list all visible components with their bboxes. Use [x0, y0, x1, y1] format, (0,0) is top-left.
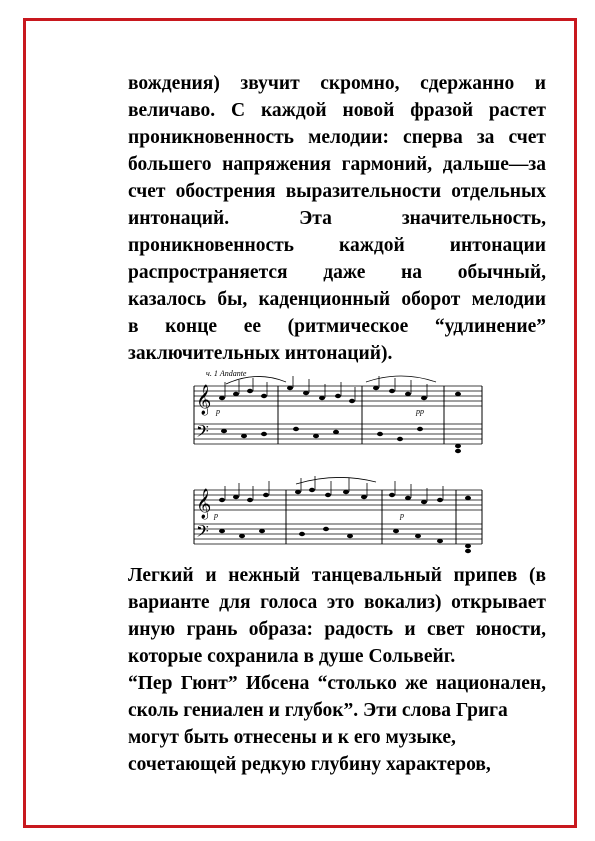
text-line: казалось бы, каденционный оборот мелодии [128, 289, 546, 310]
text-line: “Пер Гюнт” Ибсена “столько же национален, [128, 673, 546, 694]
sheet-music-icon [186, 470, 486, 554]
treble-clef-icon: 𝄞 [196, 489, 212, 519]
dynamic-marking: p [216, 407, 220, 416]
dynamic-marking: p [400, 511, 404, 520]
sheet-music-icon [186, 366, 486, 458]
text-line: счет обострения выразительности отдельных [128, 181, 546, 202]
text-line: Легкий и нежный танцевальный припев (в [128, 565, 546, 586]
text-line: заключительных интонаций). [128, 343, 393, 364]
slur [366, 376, 436, 382]
dynamic-marking: p [214, 511, 218, 520]
paragraph-analysis [128, 70, 546, 367]
text-line: варианте для голоса это вокализ) открывает [128, 592, 546, 613]
paragraph-continuation [128, 562, 546, 778]
tempo-marking: ч. 1 Andante [206, 369, 247, 378]
text-line: проникновенность мелодии: сперва за счет [128, 127, 546, 148]
text-line: вождения) звучит скромно, сдержанно и [128, 73, 546, 94]
treble-notes [219, 386, 461, 403]
text-line: сочетающей редкую глубину характеров, [128, 754, 491, 775]
text-line: сколь гениален и глубок”. Эти слова Грига [128, 700, 508, 721]
bass-notes [221, 427, 461, 453]
treble-clef-icon: 𝄞 [196, 385, 212, 415]
slur [296, 477, 376, 484]
text-line: могут быть отнесены и к его музыке, [128, 727, 456, 748]
dynamic-marking: pp [416, 407, 424, 416]
text-line: которые сохранила в душе Сольвейг. [128, 646, 456, 667]
stems [225, 376, 427, 401]
text-line: величаво. С каждой новой фразой растет [128, 100, 546, 121]
text-line: большего напряжения гармоний, дальше—за [128, 154, 546, 175]
text-line: интонаций. Эта значительность, [128, 208, 546, 229]
text-line: распространяется даже на обычный, [128, 262, 546, 283]
bass-clef-icon: 𝄢 [196, 421, 209, 445]
music-example-2 [186, 470, 486, 554]
text-line: иную грань образа: радость и свет юности, [128, 619, 546, 640]
text-line: проникновенность каждой интонации [128, 235, 546, 256]
text-line: в конце ее (ритмическое “удлинение” [128, 316, 546, 337]
music-example-1 [186, 366, 486, 458]
bass-notes [219, 527, 471, 553]
bass-staff [194, 424, 482, 444]
bass-clef-icon: 𝄢 [196, 521, 209, 545]
